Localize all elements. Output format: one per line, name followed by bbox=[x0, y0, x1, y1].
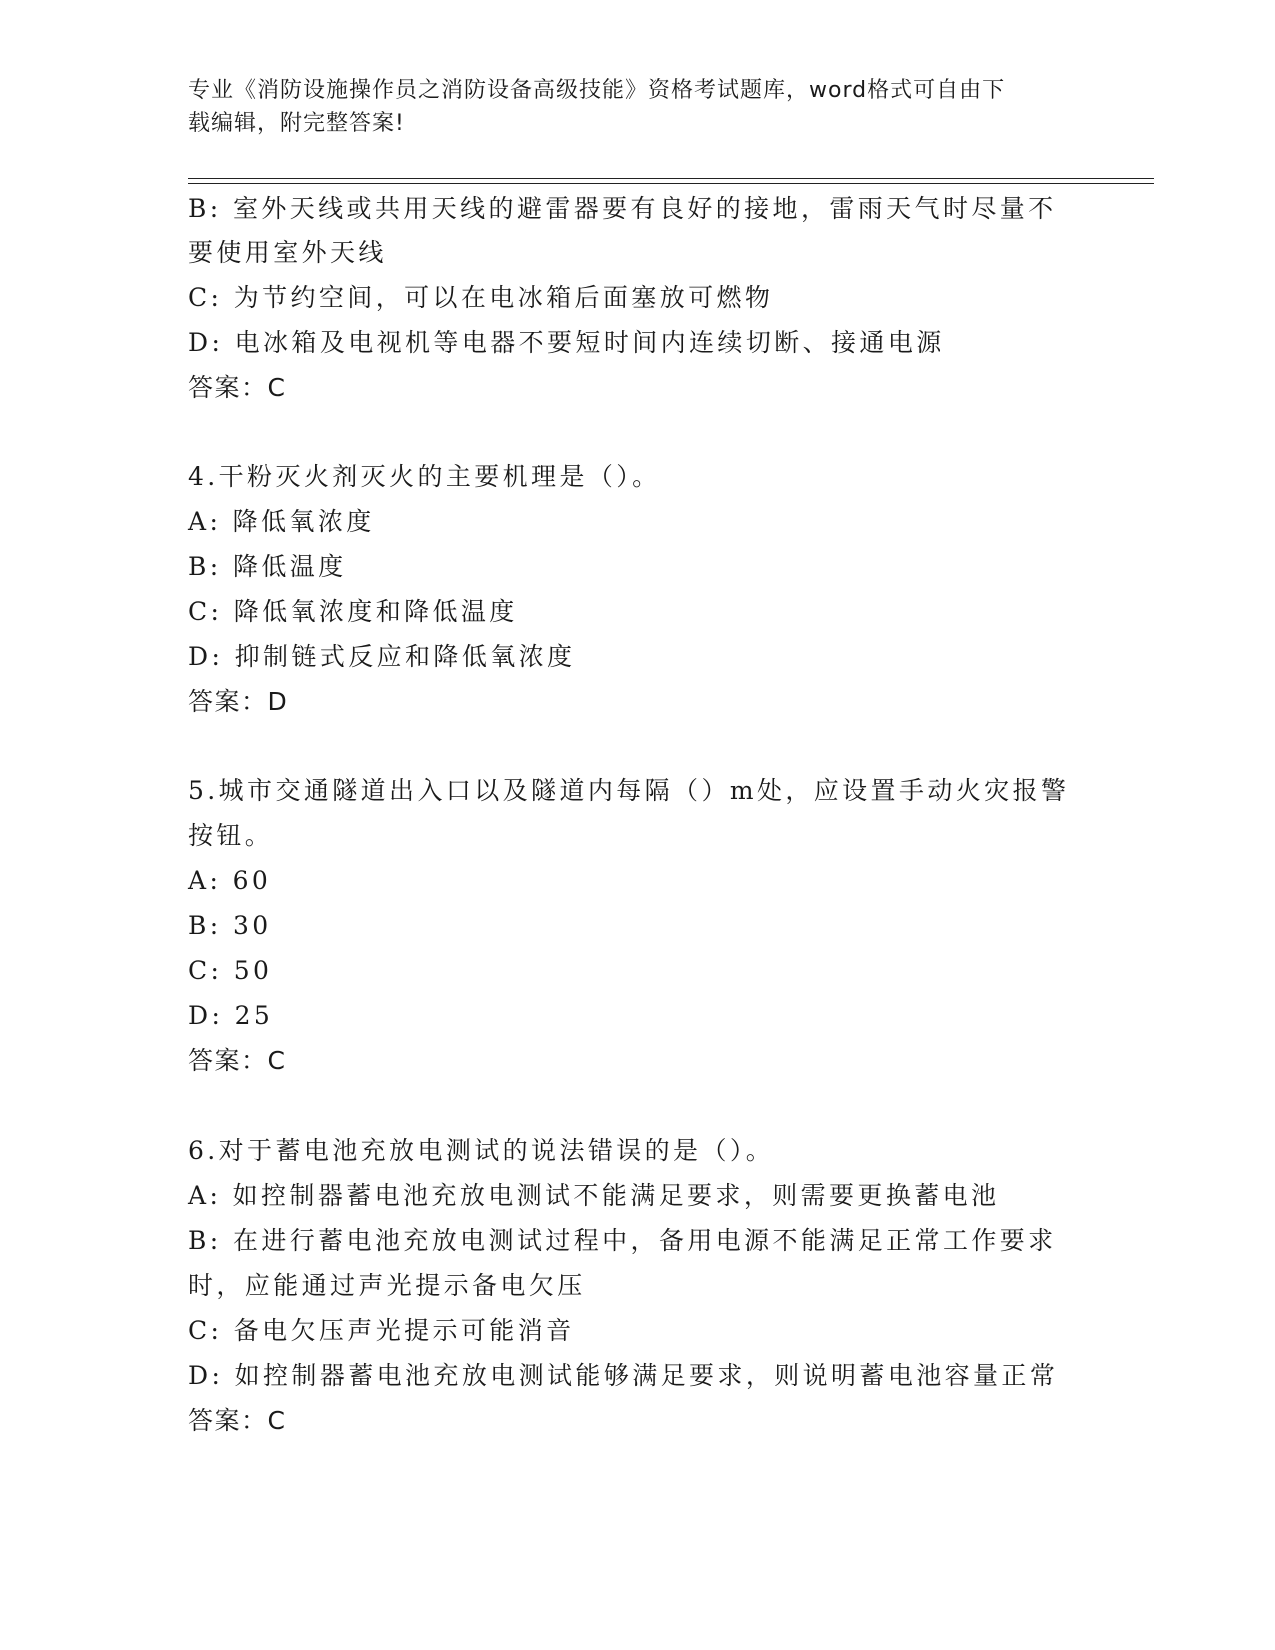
q5-answer: 答案：C bbox=[188, 1046, 287, 1075]
q6-option-d: D: 如控制器蓄电池充放电测试能够满足要求，则说明蓄电池容量正常 bbox=[188, 1361, 1059, 1390]
q6-option-b-line-1: B: 在进行蓄电池充放电测试过程中，备用电源不能满足正常工作要求 bbox=[188, 1226, 1057, 1255]
q5-option-d: D: 25 bbox=[188, 1001, 274, 1030]
q4-option-b: B: 降低温度 bbox=[188, 552, 347, 581]
q5-option-c: C: 50 bbox=[188, 956, 273, 985]
header-divider-top bbox=[188, 178, 1154, 179]
q4-stem: 4.干粉灭火剂灭火的主要机理是（）。 bbox=[188, 462, 661, 491]
q5-stem-line-1: 5.城市交通隧道出入口以及隧道内每隔（）m处，应设置手动火灾报警 bbox=[188, 776, 1070, 805]
q4-answer: 答案：D bbox=[188, 687, 289, 716]
q6-option-c: C: 备电欠压声光提示可能消音 bbox=[188, 1316, 575, 1345]
document-header bbox=[188, 74, 1068, 140]
header-line-1: 专业《消防设施操作员之消防设备高级技能》资格考试题库，word格式可自由下 bbox=[188, 78, 1006, 103]
q6-answer: 答案：C bbox=[188, 1406, 287, 1435]
q5-stem-line-2: 按钮。 bbox=[188, 821, 274, 850]
q4-option-d: D: 抑制链式反应和降低氧浓度 bbox=[188, 642, 576, 671]
q6-option-a: A: 如控制器蓄电池充放电测试不能满足要求，则需要更换蓄电池 bbox=[188, 1181, 1000, 1210]
header-line-2: 载编辑，附完整答案! bbox=[188, 111, 405, 136]
q4-option-a: A: 降低氧浓度 bbox=[188, 507, 375, 536]
q3-option-b-line-2: 要使用室外天线 bbox=[188, 238, 387, 267]
q3-option-d: D: 电冰箱及电视机等电器不要短时间内连续切断、接通电源 bbox=[188, 328, 945, 357]
q5-option-a: A: 60 bbox=[188, 866, 272, 895]
q3-answer: 答案：C bbox=[188, 373, 287, 402]
q5-option-b: B: 30 bbox=[188, 911, 272, 940]
q3-option-c: C: 为节约空间，可以在电冰箱后面塞放可燃物 bbox=[188, 283, 774, 312]
q3-option-b-line-1: B: 室外天线或共用天线的避雷器要有良好的接地，雷雨天气时尽量不 bbox=[188, 194, 1057, 223]
q6-option-b-line-2: 时，应能通过声光提示备电欠压 bbox=[188, 1271, 586, 1300]
q6-stem: 6.对于蓄电池充放电测试的说法错误的是（）。 bbox=[188, 1136, 775, 1165]
header-divider-bottom bbox=[188, 183, 1154, 184]
q4-option-c: C: 降低氧浓度和降低温度 bbox=[188, 597, 518, 626]
